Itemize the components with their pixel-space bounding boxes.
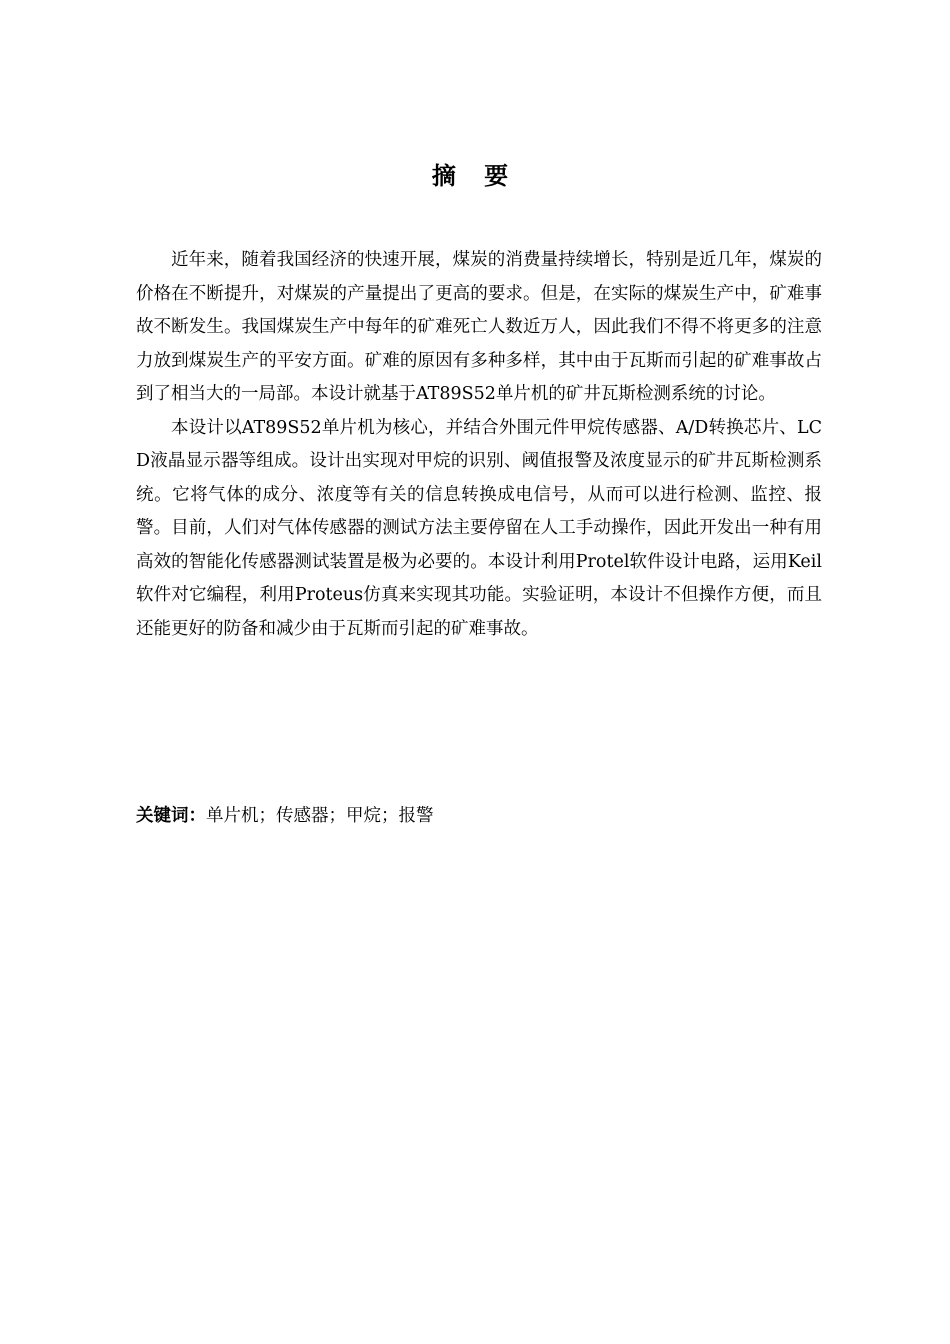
- keywords-line: [136, 800, 822, 833]
- abstract-paragraph-1: 近年来，随着我国经济的快速开展，煤炭的消费量持续增长，特别是近几年，煤炭的价格在不断提升，对煤炭的产量提出了更高的要求。但是，在实际的煤炭生产中，矿难事故不断发生。我国煤炭生产中每年的矿难死亡人数近万人，因此我们不得不将更多的注意力放到煤炭生产的平安方面。矿难的原因有多种多样，其中由于瓦斯而引起的矿难事故占到了相当大的一局部。本设计就基于AT89S52单片机的矿井瓦斯检测系统的讨论。: [136, 250, 822, 404]
- abstract-paragraph-2: 本设计以AT89S52单片机为核心，并结合外围元件甲烷传感器、A/D转换芯片、LCD液晶显示器等组成。设计出实现对甲烷的识别、阈值报警及浓度显示的矿井瓦斯检测系统。它将气体的成分、浓度等有关的信息转换成电信号，从而可以进行检测、监控、报警。目前，人们对气体传感器的测试方法主要停留在人工手动操作，因此开发出一种有用高效的智能化传感器测试装置是极为必要的。本设计利用Protel软件设计电路，运用Keil软件对它编程，利用Proteus仿真来实现其功能。实验证明，本设计不但操作方便，而且还能更好的防备和减少由于瓦斯而引起的矿难事故。: [136, 417, 822, 639]
- keywords-value: 单片机；传感器；甲烷；报警: [206, 806, 434, 826]
- abstract-body: [136, 244, 822, 646]
- keywords-label: 关键词：: [136, 806, 206, 826]
- page-title: 摘 要: [431, 162, 519, 190]
